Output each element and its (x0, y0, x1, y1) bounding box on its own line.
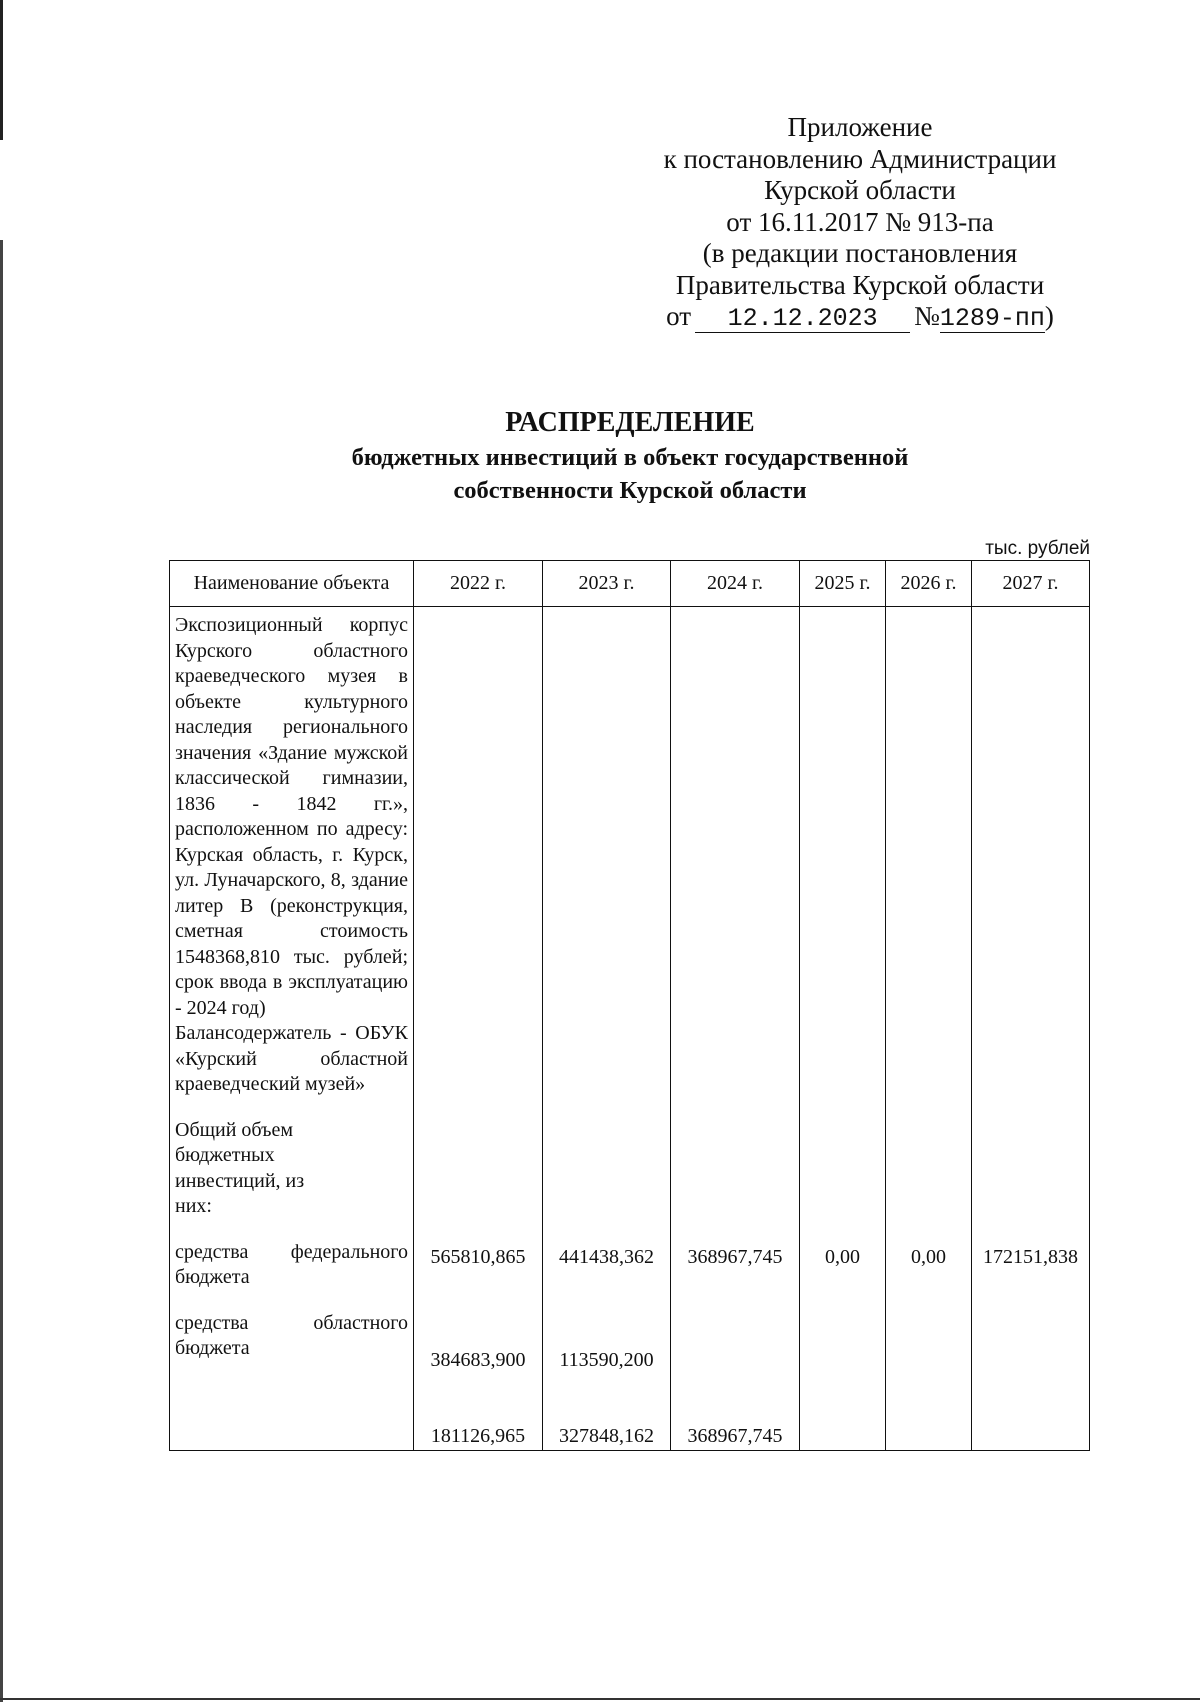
header-line-2: к постановлению Администрации (663, 143, 1057, 174)
column-2023 (543, 607, 671, 1451)
title-line-2: бюджетных инвестиций в объект государственной (351, 444, 909, 471)
regional-2024: 368967,745 (687, 1424, 783, 1447)
total-2026: 0,00 (911, 1246, 946, 1268)
total-2027: 172151,838 (983, 1246, 1078, 1268)
document-title (260, 405, 1000, 507)
column-header-2022: 2022 г. (414, 561, 543, 607)
column-2025 (800, 607, 886, 1451)
table-header-row (170, 561, 1090, 607)
column-header-2024: 2024 г. (671, 561, 800, 607)
units-label: тыс. рублей (985, 538, 1090, 559)
federal-2023: 113590,200 (559, 1348, 654, 1371)
total-2023: 441438,362 (559, 1246, 654, 1268)
row-label-total: Общий объем бюджетных инвестиций, из них: (175, 1118, 305, 1217)
title-line-3: собственности Курской области (453, 477, 807, 504)
object-description: Экспозиционный корпус Курского областного краеведческого музея в объекте культурного наследия регионального значения «Здание мужской классической гимназии, 1836 - 1842 гг.», расположенном по адресу: Курская область, г. Курск, ул. Луначарского, 8, здание литер В (реконструкция, сметная стоимость 1548368,810 тыс. рублей; срок ввода в эксплуатацию - 2024 год) (175, 614, 408, 1019)
total-2024: 368967,745 (687, 1246, 783, 1268)
scan-edge-left (0, 0, 3, 1702)
date-prefix: от (666, 301, 692, 331)
column-2024 (671, 607, 800, 1451)
header-line-3: Курской области (764, 175, 956, 205)
object-cell (170, 607, 414, 1451)
appendix-header (600, 112, 1120, 333)
regional-2023: 327848,162 (559, 1425, 654, 1447)
column-header-name: Наименование объекта (170, 561, 414, 607)
column-header-2026: 2026 г. (886, 561, 972, 607)
column-2022 (414, 607, 543, 1451)
closing-paren: ) (1044, 301, 1054, 331)
header-line-5: (в редакции постановления (702, 238, 1018, 268)
column-header-2025: 2025 г. (800, 561, 886, 607)
scan-edge-bottom (0, 1698, 1200, 1700)
number-prefix: № (914, 301, 940, 331)
title-main: РАСПРЕДЕЛЕНИЕ (505, 407, 755, 438)
regional-2022: 181126,965 (430, 1425, 526, 1447)
balance-holder: Балансодержатель - ОБУК «Курский областной краеведческий музей» (175, 1022, 408, 1095)
investment-table (169, 560, 1090, 1451)
decree-date: 12.12.2023 (695, 306, 910, 333)
header-line-4: от 16.11.2017 № 913-па (726, 206, 994, 237)
federal-2024 (671, 1342, 799, 1373)
row-label-regional: средства областного бюджета (175, 1311, 408, 1359)
decree-number: 1289-пп (939, 304, 1045, 333)
total-2022: 565810,865 (430, 1246, 526, 1268)
header-line-1: Приложение (787, 112, 933, 142)
column-header-2023: 2023 г. (543, 561, 671, 607)
federal-2022: 384683,900 (430, 1348, 526, 1371)
table-row (170, 607, 1090, 1451)
column-2027 (972, 607, 1090, 1451)
total-2025: 0,00 (825, 1246, 860, 1268)
row-label-federal: средства федерального бюджета (175, 1240, 408, 1288)
header-date-line (600, 301, 1120, 333)
column-2026 (886, 607, 972, 1451)
column-header-2027: 2027 г. (972, 561, 1090, 607)
header-line-6: Правительства Курской области (675, 269, 1045, 300)
